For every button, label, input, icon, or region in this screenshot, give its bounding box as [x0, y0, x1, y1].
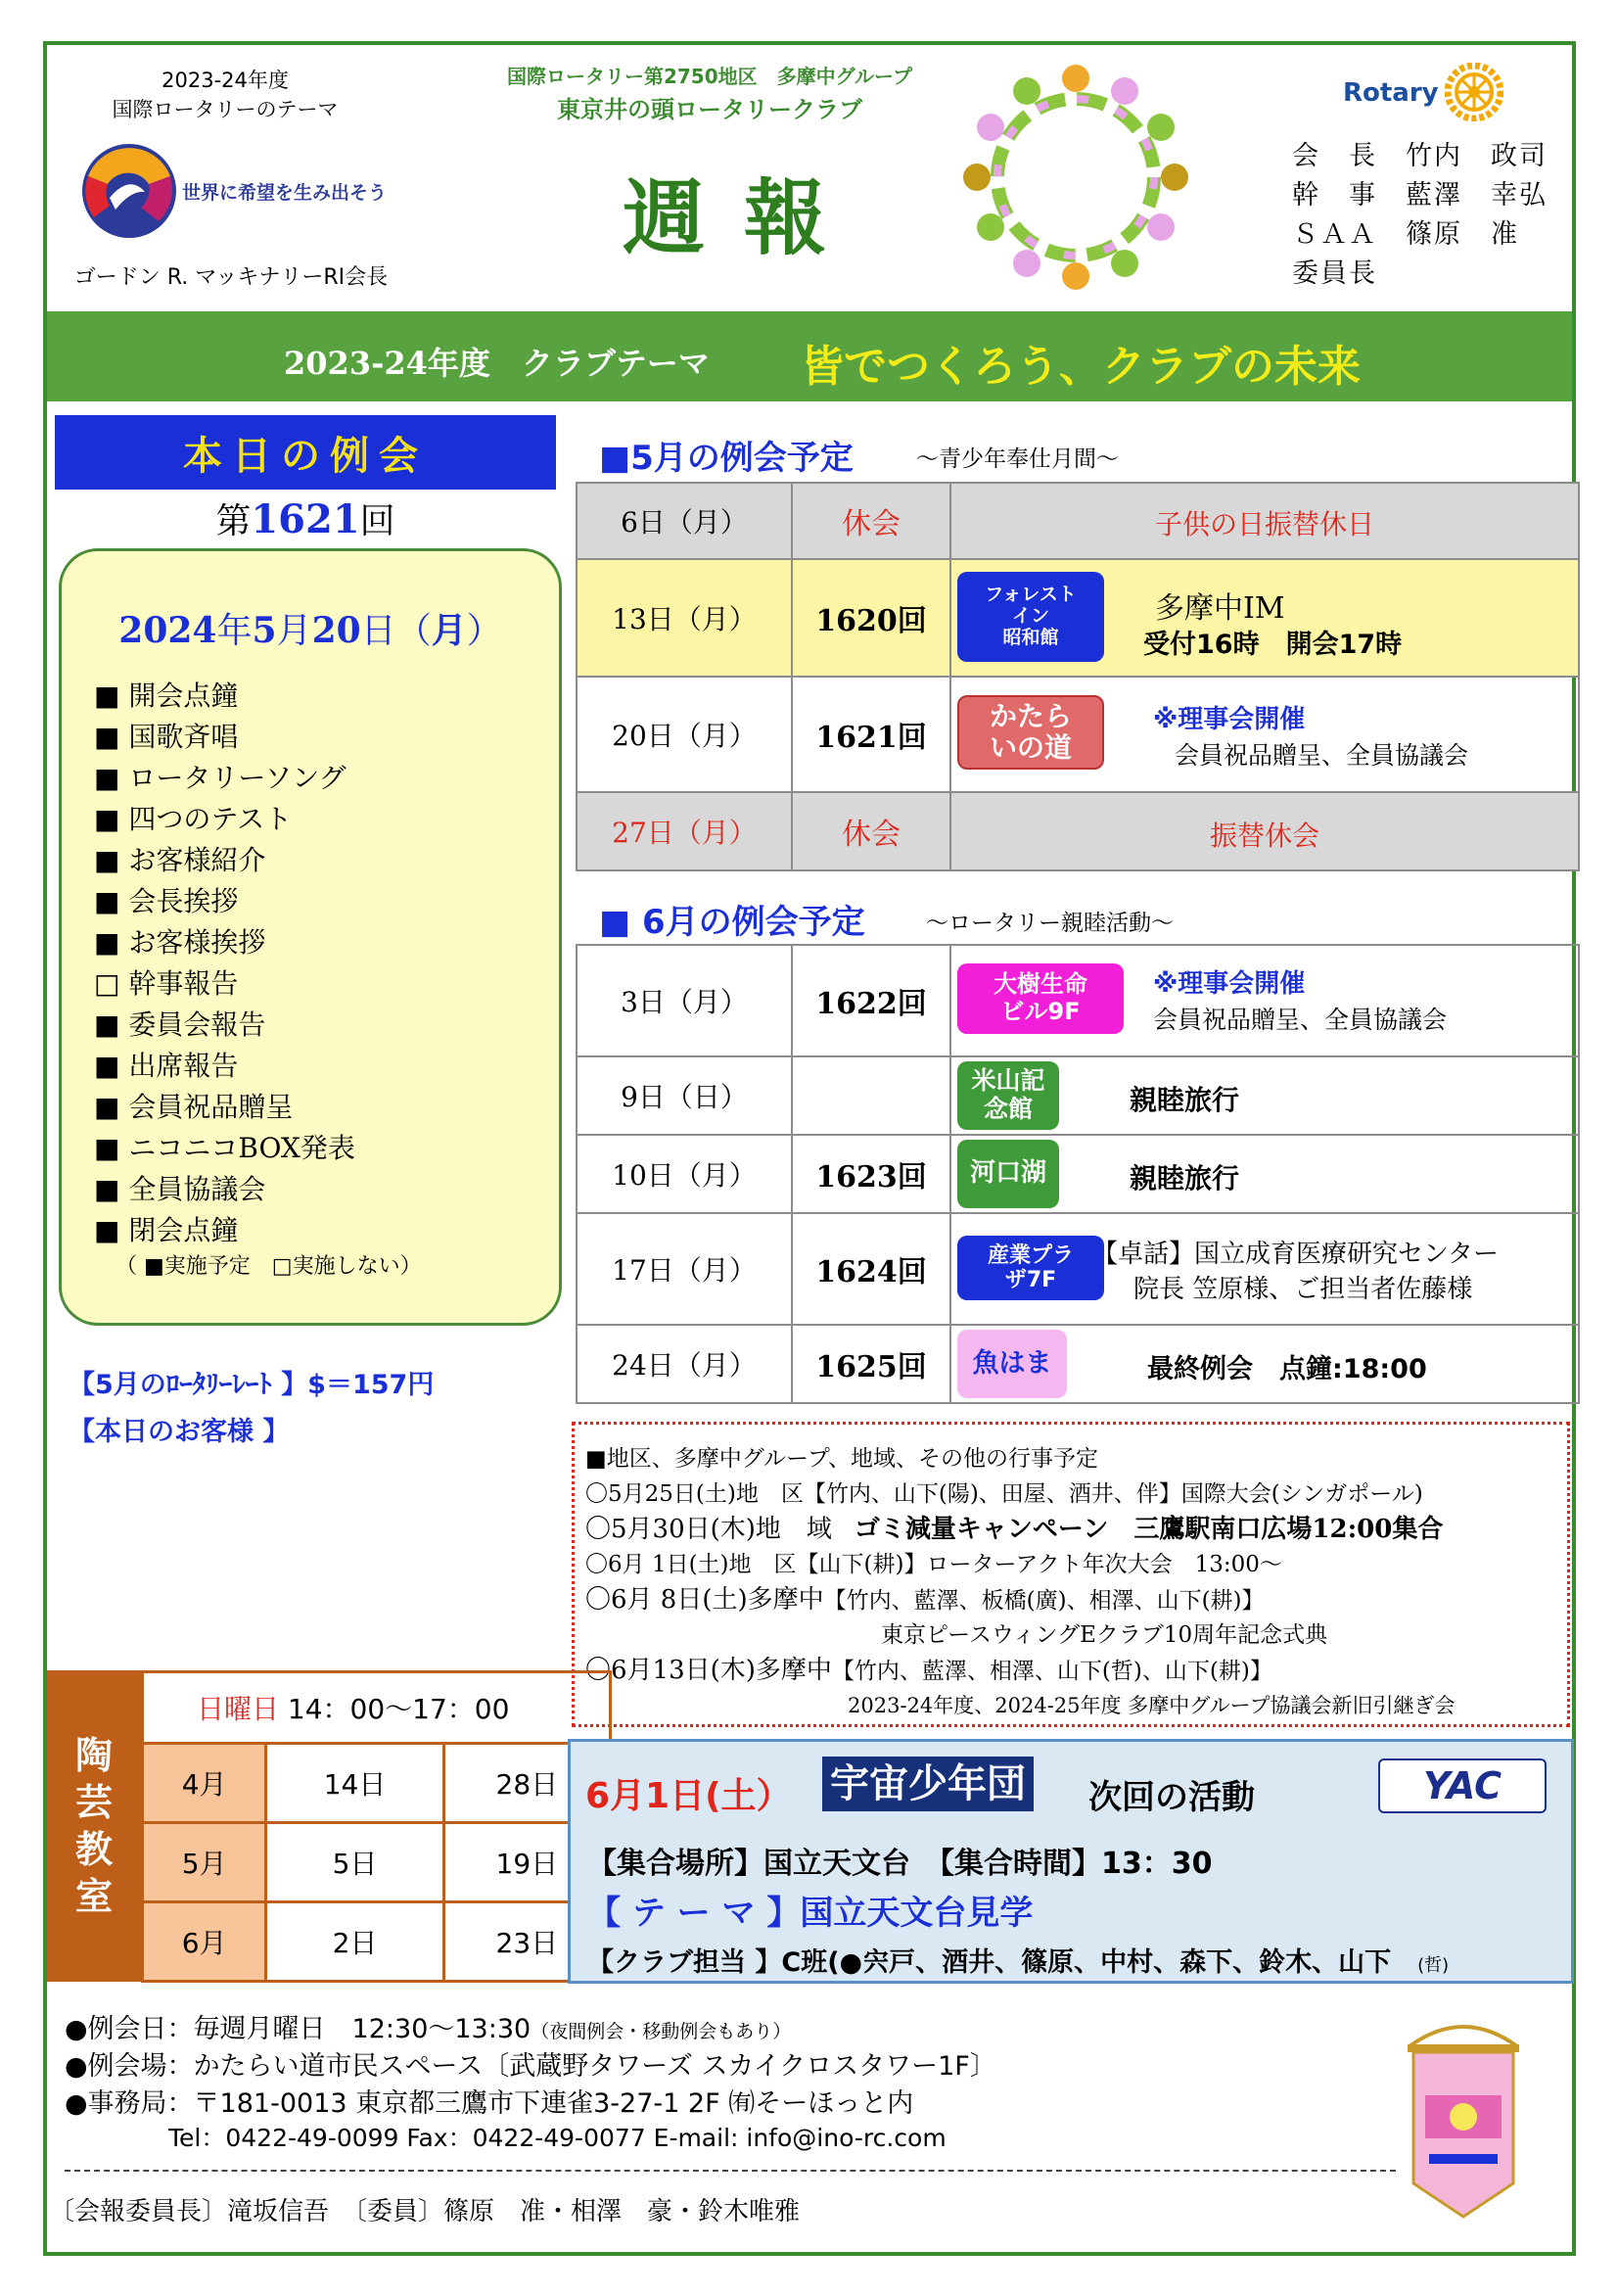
may-schedule-table: [576, 482, 1580, 871]
row-detail: 米山記 念館 親睦旅行: [950, 1056, 1579, 1135]
club-banner-image: [1390, 2007, 1537, 2232]
bulletin-title: 週報: [623, 169, 866, 266]
row-date: 6日（月）: [577, 483, 792, 559]
yac-club-staff: 【クラブ担当 】C班(●宍戸、酒井、篠原、中村、森下、鈴木、山下 (哲): [587, 1947, 1450, 1978]
meeting-number: 第1621回: [215, 496, 395, 542]
program-list: [94, 676, 355, 1251]
table-row: 4月 14日 28日: [143, 1744, 611, 1823]
officer-list: [1292, 137, 1548, 294]
event-item: 〇5月25日(土)地 区【竹内、山下(陽)、田屋、酒井、伴】国際大会(シンガポール): [585, 1481, 1423, 1507]
people-circle-icon: [953, 55, 1198, 300]
program-item: ■ 会長挨拶: [94, 885, 239, 917]
program-item: ■ 開会点鐘: [94, 679, 239, 712]
row-meeting-no: 休会: [792, 792, 950, 870]
yac-date: 6月1日(土）: [585, 1776, 792, 1816]
rotary-rate: 【5月のﾛｰﾀﾘｰﾚｰﾄ 】$＝157円: [69, 1370, 435, 1400]
program-legend: （ ■実施予定 □実施しない）: [116, 1254, 422, 1279]
table-row: [143, 1672, 611, 1744]
row-date: 3日（月）: [577, 945, 792, 1056]
venue-badge: 産業プラ ザ7F: [957, 1236, 1104, 1300]
row-date: 9日（日）: [577, 1056, 792, 1135]
row-date: 27日（月）: [577, 792, 792, 870]
events-heading: ■地区、多摩中グループ、地域、その他の行事予定: [585, 1446, 1099, 1472]
officer-secretary: 幹 事 藍澤 幸弘: [1292, 180, 1548, 211]
ri-swirl-icon: [80, 137, 178, 245]
program-item: ■ 会員祝品贈呈: [94, 1091, 294, 1123]
june-schedule-subtitle: ～ロータリー親睦活動～: [926, 911, 1174, 936]
program-item: ■ 全員協議会: [94, 1173, 266, 1205]
footer-divider: [65, 2170, 1396, 2172]
row-date: 10日（月）: [577, 1135, 792, 1213]
row-meeting-no: 1622回: [792, 945, 950, 1056]
table-row: [577, 677, 1579, 792]
june-schedule-table: [576, 944, 1580, 1404]
district-name: 国際ロータリー第2750地区 多摩中グループ: [506, 65, 913, 88]
officer-president: 会 長 竹内 政司: [1292, 141, 1548, 171]
meeting-date: 2024年5月20日（月）: [118, 610, 502, 651]
event-item-note: 2023-24年度、2024-25年度 多摩中グループ協議会新旧引継ぎ会: [848, 1694, 1456, 1717]
table-row: [577, 559, 1579, 677]
table-row: 6月 2日 23日: [143, 1902, 611, 1982]
table-row: 5月 5日 19日: [143, 1823, 611, 1902]
yac-meeting-place: 【集合場所】国立天文台 【集合時間】13：30: [587, 1847, 1213, 1881]
program-item: ■ ニコニコBOX発表: [94, 1132, 355, 1164]
row-meeting-no: [792, 1056, 950, 1135]
footer-venue: ●例会場：かたらい道市民スペース〔武蔵野タワーズ スカイクロスタワー1F〕: [65, 2051, 996, 2082]
row-detail: 大樹生命 ビル9F ※理事会開催 会員祝品贈呈、全員協議会: [950, 945, 1579, 1056]
row-detail: 河口湖 親睦旅行: [950, 1135, 1579, 1213]
table-row: [577, 1056, 1579, 1135]
row-meeting-no: 1624回: [792, 1213, 950, 1325]
rotary-wheel-icon: [1445, 63, 1503, 121]
program-item: ■ 閉会点鐘: [94, 1214, 239, 1246]
club-name: 東京井の頭ロータリークラブ: [557, 96, 862, 123]
venue-badge: 河口湖: [957, 1140, 1059, 1208]
row-detail: 魚はま 最終例会 点鐘:18:00: [950, 1325, 1579, 1403]
program-item: ■ 出席報告: [94, 1050, 239, 1082]
ri-theme-label: 国際ロータリーのテーマ: [112, 98, 339, 121]
ri-year: 2023-24年度: [162, 69, 289, 92]
may-schedule-title: ■5月の例会予定: [599, 439, 854, 478]
row-detail: かたら いの道 ※理事会開催 会員祝品贈呈、全員協議会: [950, 677, 1579, 792]
ri-slogan: 世界に希望を生み出そう: [182, 182, 388, 204]
pottery-class-label: 陶 芸 教 室: [47, 1670, 141, 1982]
venue-badge: かたら いの道: [957, 695, 1104, 770]
rotary-wordmark: Rotary: [1343, 78, 1439, 108]
row-meeting-no: 休会: [792, 483, 950, 559]
program-item: ■ 四つのテスト: [94, 803, 293, 835]
program-item: ■ お客様挨拶: [94, 926, 266, 959]
row-detail: 振替休会: [950, 792, 1579, 870]
program-item: □ 幹事報告: [94, 967, 239, 1000]
row-detail: 子供の日振替休日: [950, 483, 1579, 559]
today-meeting-heading: 本日の例会: [55, 415, 556, 490]
yac-logo: YAC: [1378, 1758, 1547, 1813]
program-item: ■ 国歌斉唱: [94, 721, 239, 753]
row-date: 20日（月）: [577, 677, 792, 792]
footer-contact: Tel：0422-49-0099 Fax：0422-49-0077 E-mail: info@ino-rc.com: [168, 2124, 947, 2152]
footer-meeting-day: ●例会日：毎週月曜日 12:30～13:30（夜間例会・移動例会もあり）: [65, 2014, 792, 2044]
ri-president: ゴードン R. マッキナリーRI会長: [73, 265, 389, 290]
row-meeting-no: 1620回: [792, 559, 950, 677]
table-row: [577, 792, 1579, 870]
pottery-schedule-table: [141, 1670, 612, 1983]
ri-theme-logo: [80, 137, 178, 245]
club-theme-year: 2023-24年度 クラブテーマ: [284, 345, 710, 382]
venue-badge: フォレスト イン 昭和館: [957, 572, 1104, 662]
program-item: ■ お客様紹介: [94, 844, 266, 876]
row-detail: フォレスト イン 昭和館 多摩中IM 受付16時 開会17時: [950, 559, 1579, 677]
row-meeting-no: 1625回: [792, 1325, 950, 1403]
officer-chair: 委員長: [1292, 258, 1377, 289]
event-item-note: 東京ピースウィングEクラブ10周年記念式典: [881, 1622, 1328, 1648]
table-row: [577, 1325, 1579, 1403]
row-date: 17日（月）: [577, 1213, 792, 1325]
row-meeting-no: 1623回: [792, 1135, 950, 1213]
yac-group-name: 宇宙少年団: [822, 1757, 1034, 1811]
event-item: 〇6月13日(木)多摩中【竹内、藍澤、相澤、山下(哲)、山下(耕)】: [585, 1656, 1272, 1685]
program-item: ■ 委員会報告: [94, 1008, 266, 1041]
row-meeting-no: 1621回: [792, 677, 950, 792]
pottery-time: 日曜日 14：00～17：00: [143, 1672, 611, 1744]
pennant-icon: [1390, 2007, 1537, 2232]
venue-badge: 大樹生命 ビル9F: [957, 963, 1124, 1034]
footer-editors: 〔会報委員長〕滝坂信吾 〔委員〕篠原 准・相澤 豪・鈴木唯雅: [49, 2197, 801, 2226]
table-row: [577, 483, 1579, 559]
todays-guests: 【本日のお客様 】: [69, 1417, 290, 1447]
yac-next-activity: 次回の活動: [1088, 1778, 1255, 1817]
program-item: ■ ロータリーソング: [94, 762, 347, 794]
officer-saa: ＳＡＡ 篠原 准: [1292, 219, 1519, 250]
event-item: 〇5月30日(木)地 域 ゴミ減量キャンペーン 三鷹駅南口広場12:00集合: [585, 1515, 1444, 1544]
row-date: 24日（月）: [577, 1325, 792, 1403]
event-item: 〇6月 1日(土)地 区【山下(耕)】ローターアクト年次大会 13:00～: [585, 1552, 1282, 1577]
row-date: 13日（月）: [577, 559, 792, 677]
table-row: [577, 945, 1579, 1056]
event-item: 〇6月 8日(土)多摩中【竹内、藍澤、板橋(廣)、相澤、山下(耕)】: [585, 1585, 1265, 1615]
may-schedule-subtitle: ～青少年奉仕月間～: [916, 446, 1119, 472]
table-row: [577, 1213, 1579, 1325]
june-schedule-title: ■ 6月の例会予定: [599, 903, 865, 942]
venue-badge: 米山記 念館: [957, 1061, 1059, 1130]
row-detail: 産業プラ ザ7F 【卓話】国立成育医療研究センター 院長 笠原様、ご担当者佐藤様: [950, 1213, 1579, 1325]
table-row: [577, 1135, 1579, 1213]
yac-theme: 【 テ ー マ 】国立天文台見学: [587, 1894, 1034, 1933]
friendship-circle-emblem: [953, 55, 1198, 300]
club-theme-text: 皆でつくろう、クラブの未来: [801, 342, 1361, 392]
venue-badge: 魚はま: [957, 1330, 1067, 1398]
footer-office: ●事務局：〒181-0013 東京都三鷹市下連雀3-27-1 2F ㈲そーほっと内: [65, 2088, 914, 2119]
